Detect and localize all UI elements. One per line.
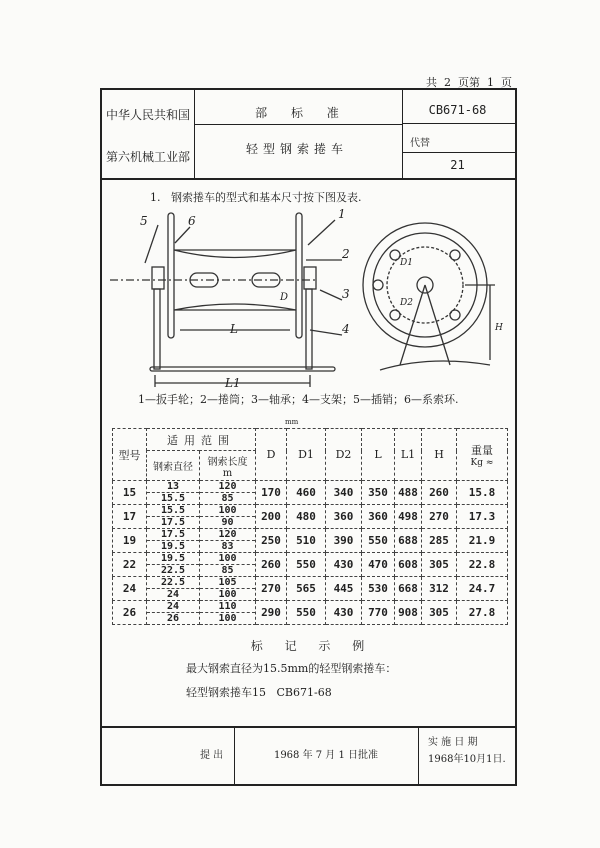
cell-L1: 668 — [395, 577, 422, 601]
cell-W: 17.3 — [457, 505, 508, 529]
dim-D1: D1 — [400, 258, 413, 268]
effective-date: 1968年10月1日. — [428, 754, 506, 765]
cell-H: 260 — [422, 481, 457, 505]
page-info: 共 2 页第 1 页 — [426, 76, 512, 89]
dim-D2: D2 — [400, 298, 413, 308]
col-H: H — [422, 429, 457, 481]
col-length: 钢索长度 m — [200, 451, 256, 481]
cell-length: 110 100 — [200, 601, 256, 625]
cell-length: 120 85 — [200, 481, 256, 505]
cell-D: 170 — [256, 481, 287, 505]
cell-H: 305 — [422, 601, 457, 625]
col-range: 适用范围 — [147, 429, 256, 451]
effective-label: 实 施 日 期 — [428, 737, 478, 748]
cell-diameter: 17.5 19.5 — [147, 529, 200, 553]
approval-date: 1968 年 7 月 1 日批准 — [273, 750, 379, 761]
dim-H: H — [495, 323, 503, 333]
cell-D: 260 — [256, 553, 287, 577]
cell-H: 312 — [422, 577, 457, 601]
side-view — [110, 213, 342, 387]
cell-diameter: 19.5 22.5 — [147, 553, 200, 577]
cell-L1: 488 — [395, 481, 422, 505]
callout-5: 5 — [140, 214, 148, 228]
standard-code: CB671-68 — [428, 103, 487, 117]
col-D1: D1 — [287, 429, 326, 481]
cell-diameter: 22.5 24 — [147, 577, 200, 601]
cell-W: 21.9 — [457, 529, 508, 553]
cell-D: 250 — [256, 529, 287, 553]
cell-L1: 908 — [395, 601, 422, 625]
cell-diameter: 24 26 — [147, 601, 200, 625]
country-name: 中华人民共和国 — [106, 108, 191, 122]
cell-model: 17 — [113, 505, 147, 529]
example-line-2: 轻型钢索捲车15 CB671-68 — [186, 686, 332, 699]
cell-D1: 480 — [287, 505, 326, 529]
cell-D2: 445 — [326, 577, 362, 601]
proposed-label: 提 出 — [200, 750, 224, 761]
cell-D: 290 — [256, 601, 287, 625]
cell-W: 22.8 — [457, 553, 508, 577]
col-L: L — [362, 429, 395, 481]
callout-4: 4 — [342, 322, 350, 336]
dim-D: D — [280, 292, 289, 303]
cell-D: 200 — [256, 505, 287, 529]
cell-D2: 430 — [326, 601, 362, 625]
standard-type: 部 标 准 — [255, 106, 339, 120]
cell-D2: 360 — [326, 505, 362, 529]
cell-length: 100 85 — [200, 553, 256, 577]
col-weight: 重量 Kg ≈ — [457, 429, 508, 481]
reel-diagram — [110, 205, 510, 390]
example-line-1: 最大钢索直径为15.5mm的轻型钢索捲车： — [186, 662, 397, 675]
cell-D1: 565 — [287, 577, 326, 601]
cell-model: 22 — [113, 553, 147, 577]
cell-L1: 688 — [395, 529, 422, 553]
cell-L1: 498 — [395, 505, 422, 529]
cell-D1: 460 — [287, 481, 326, 505]
cell-W: 27.8 — [457, 601, 508, 625]
cell-model: 26 — [113, 601, 147, 625]
table-row — [113, 505, 508, 529]
cell-L: 530 — [362, 577, 395, 601]
col-D2: D2 — [326, 429, 362, 481]
cell-W: 15.8 — [457, 481, 508, 505]
cell-model: 15 — [113, 481, 147, 505]
callout-6: 6 — [188, 214, 196, 228]
parts-legend: 1—扳手轮；2—捲筒；3—轴承；4—支架；5—插销；6—系索环. — [138, 393, 459, 406]
cell-L: 470 — [362, 553, 395, 577]
example-title: 标 记 示 例 — [250, 639, 365, 653]
table-row — [113, 577, 508, 601]
cell-model: 19 — [113, 529, 147, 553]
dim-L: L — [230, 322, 238, 336]
cell-D2: 390 — [326, 529, 362, 553]
cell-diameter: 15.5 17.5 — [147, 505, 200, 529]
cell-length: 120 83 — [200, 529, 256, 553]
cell-D1: 550 — [287, 553, 326, 577]
document-title: 轻型钢索捲车 — [245, 142, 348, 156]
cell-length: 100 90 — [200, 505, 256, 529]
cell-L: 350 — [362, 481, 395, 505]
replaces-label: 代替 — [410, 138, 430, 149]
cell-model: 24 — [113, 577, 147, 601]
end-view — [363, 223, 495, 370]
cell-H: 305 — [422, 553, 457, 577]
cell-H: 285 — [422, 529, 457, 553]
table-row — [113, 529, 508, 553]
col-model: 型号 — [113, 429, 147, 481]
cell-D1: 550 — [287, 601, 326, 625]
dimensions-table — [112, 428, 508, 625]
table-row — [113, 601, 508, 625]
unit-label: mm — [285, 418, 299, 426]
cell-L: 770 — [362, 601, 395, 625]
cell-W: 24.7 — [457, 577, 508, 601]
callout-3: 3 — [342, 287, 350, 301]
cell-D1: 510 — [287, 529, 326, 553]
replaces-value: 21 — [450, 158, 465, 172]
table-row — [113, 553, 508, 577]
cell-D2: 340 — [326, 481, 362, 505]
callout-1: 1 — [338, 207, 346, 221]
cell-diameter: 13 15.5 — [147, 481, 200, 505]
cell-D2: 430 — [326, 553, 362, 577]
cell-D: 270 — [256, 577, 287, 601]
section-heading: 1. 钢索捲车的型式和基本尺寸按下图及表. — [150, 191, 362, 204]
cell-length: 105 100 — [200, 577, 256, 601]
cell-L1: 608 — [395, 553, 422, 577]
ministry-name: 第六机械工业部 — [106, 150, 191, 164]
cell-L: 360 — [362, 505, 395, 529]
dim-L1: L1 — [225, 376, 241, 390]
col-L1: L1 — [395, 429, 422, 481]
callout-2: 2 — [342, 247, 350, 261]
col-diameter: 钢索直径 — [147, 451, 200, 481]
col-D: D — [256, 429, 287, 481]
cell-L: 550 — [362, 529, 395, 553]
table-row — [113, 481, 508, 505]
cell-H: 270 — [422, 505, 457, 529]
